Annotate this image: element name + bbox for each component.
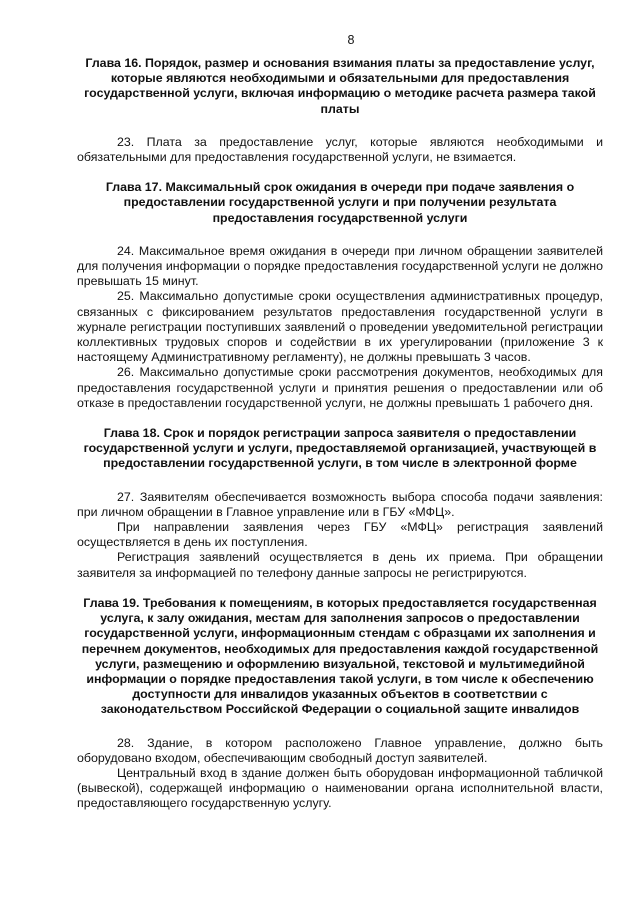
paragraph: 27. Заявителям обеспечивается возможность выбора способа подачи заявления: при личном обращении в Главное управление или в ГБУ «МФЦ». [77,489,603,519]
paragraph: 24. Максимальное время ожидания в очереди при личном обращении заявителей для получения информации о порядке предоставления государственной услуги не должно превышать 15 минут. [77,243,603,289]
section-16 [77,56,603,180]
page-number: 8 [347,33,355,47]
section-19 [77,596,603,812]
section-18 [77,426,603,596]
section-heading: Глава 18. Срок и порядок регистрации запроса заявителя о предоставлении государственной услуги и услуги, предоставляемой организацией, участвующей в предоставлении государственной услуги, в том числе в электронной форме [83,426,597,471]
paragraph: 25. Максимально допустимые сроки осуществления административных процедур, связанных с фиксированием результатов предоставления государственной услуги в журнале регистрации поступивших заявлений о проведении уведомительной регистрации коллективных трудовых споров и содействии в их урегулировании (приложение 3 к настоящему Административному регламенту), не должны превышать 3 часов. [77,289,603,365]
section-heading: Глава 16. Порядок, размер и основания взимания платы за предоставление услуг, которые являются необходимыми и обязательными для предоставления государственной услуги, включая информацию о методике расчета размера такой платы [84,56,596,116]
paragraph: 28. Здание, в котором расположено Главное управление, должно быть оборудовано входом, обеспечивающим свободный доступ заявителей. [77,735,603,765]
paragraph: При направлении заявления через ГБУ «МФЦ» регистрация заявлений осуществляется в день их поступления. [77,520,603,550]
paragraph: Регистрация заявлений осуществляется в день их приема. При обращении заявителя за информацией по телефону данные запросы не регистрируются. [77,550,603,580]
paragraph: Центральный вход в здание должен быть оборудован информационной табличкой (вывеской), содержащей информацию о наименовании органа исполнительной власти, предоставляющего государственную услугу. [77,765,603,811]
section-17 [77,180,603,426]
paragraph: 26. Максимально допустимые сроки рассмотрения документов, необходимых для предоставления государственной услуги и принятия решения о предоставлении или об отказе в предоставлении государственной услуги, не должны превышать 1 рабочего дня. [77,365,603,410]
section-heading: Глава 17. Максимальный срок ожидания в очереди при подаче заявления о предоставлении государственной услуги и при получении результата предоставления государственной услуги [105,180,575,225]
section-heading: Глава 19. Требования к помещениям, в которых предоставляется государственная услуга, к залу ожидания, местам для заполнения запросов о предоставлении государственной услуги, информационным стендам с образцами их заполнения и перечнем документов, необходимых для предоставления каждой государственной услуги, размещению и оформлению визуальной, текстовой и мультимедийной информации о порядке предоставления такой услуги, в том числе к обеспечению доступности для инвалидов указанных объектов в соответствии с законодательством Российской Федерации о социальной защите инвалидов [81,595,599,717]
paragraph: 23. Плата за предоставление услуг, которые являются необходимыми и обязательными для предоставления государственной услуги, не взимается. [77,134,603,165]
